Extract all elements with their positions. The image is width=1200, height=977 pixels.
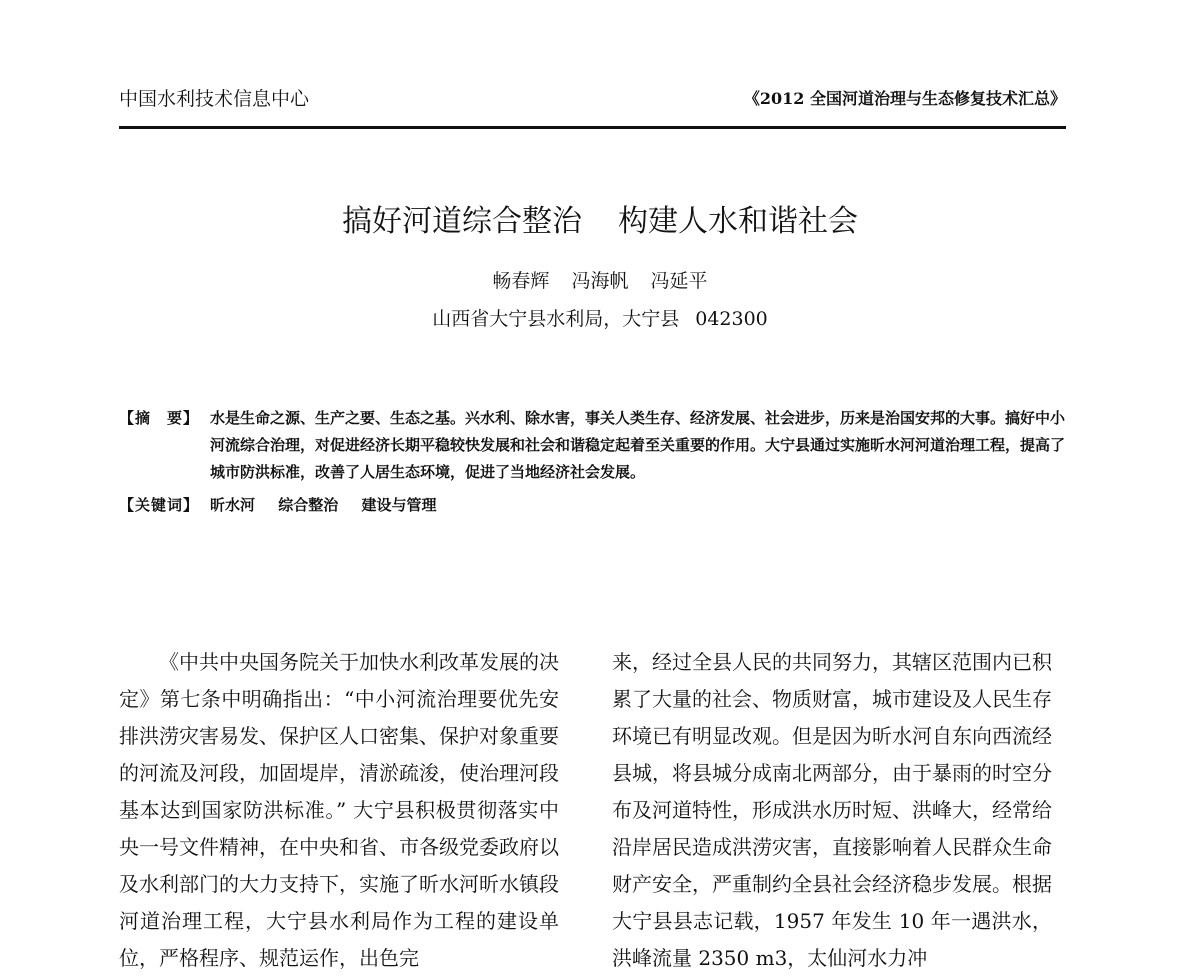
article-title-part1: 搞好河道综合整治 (342, 204, 582, 239)
body-column-right (612, 644, 1052, 977)
running-header (119, 86, 1066, 112)
article-title (0, 202, 1200, 242)
abstract-block (119, 405, 1069, 486)
abstract-section (119, 405, 1069, 519)
postal-code: 042300 (695, 308, 768, 330)
keywords-block (119, 492, 1069, 519)
article-title-part2: 构建人水和谐社会 (618, 204, 858, 239)
author-name: 畅春辉 (492, 270, 550, 292)
keyword: 综合整治 (278, 496, 339, 514)
author-name: 冯海帆 (571, 270, 629, 292)
header-divider (119, 126, 1066, 129)
abstract-text: 水是生命之源、生产之要、生态之基。兴水利、除水害，事关人类生存、经济发展、社会进步，历来是治国安邦的大事。搞好中小河流综合治理，对促进经济长期平稳较快发展和社会和谐稳定起着至关重要的作用。大宁县通过实施昕水河河道治理工程，提高了城市防洪标准，改善了人居生态环境，促进了当地经济社会发展。 (210, 409, 1066, 481)
body-paragraph: 来，经过全县人民的共同努力，其辖区范围内已积累了大量的社会、物质财富，城市建设及人民生存环境已有明显改观。但是因为昕水河自东向西流经县城，将县城分成南北两部分，由于暴雨的时空分布及河道特性，形成洪水历时短、洪峰大，经常给沿岸居民造成洪涝灾害，直接影响着人民群众生命财产安全，严重制约全县社会经济稳步发展。根据大宁县县志记载，1957 年发生 10 年一遇洪水，洪峰流量 2350 m3，太仙河水力冲 (612, 650, 1052, 970)
abstract-label: 【摘 要】 (119, 409, 200, 427)
keyword: 建设与管理 (361, 496, 437, 514)
header-collection-title: 《2012 全国河道治理与生态修复技术汇总》 (743, 89, 1066, 108)
keywords-label: 【关键词】 (119, 496, 200, 514)
body-column-left (119, 644, 559, 977)
header-publisher: 中国水利技术信息中心 (119, 88, 310, 110)
author-affiliation (0, 306, 1200, 332)
body-paragraph: 《中共中央国务院关于加快水利改革发展的决定》第七条中明确指出：“中小河流治理要优先安排洪涝灾害易发、保护区人口密集、保护对象重要的河流及河段，加固堤岸，清淤疏浚，使治理河段基本达到国家防洪标准。” 大宁县积极贯彻落实中央一号文件精神，在中央和省、市各级党委政府以及水利部门的大力支持下，实施了昕水河昕水镇段河道治理工程，大宁县水利局作为工程的建设单位，严格程序、规范运作，出色完 (119, 650, 559, 970)
affiliation-text: 山西省大宁县水利局，大宁县 (432, 308, 680, 330)
keyword: 昕水河 (210, 496, 256, 514)
author-list (0, 268, 1200, 294)
author-name: 冯延平 (650, 270, 708, 292)
